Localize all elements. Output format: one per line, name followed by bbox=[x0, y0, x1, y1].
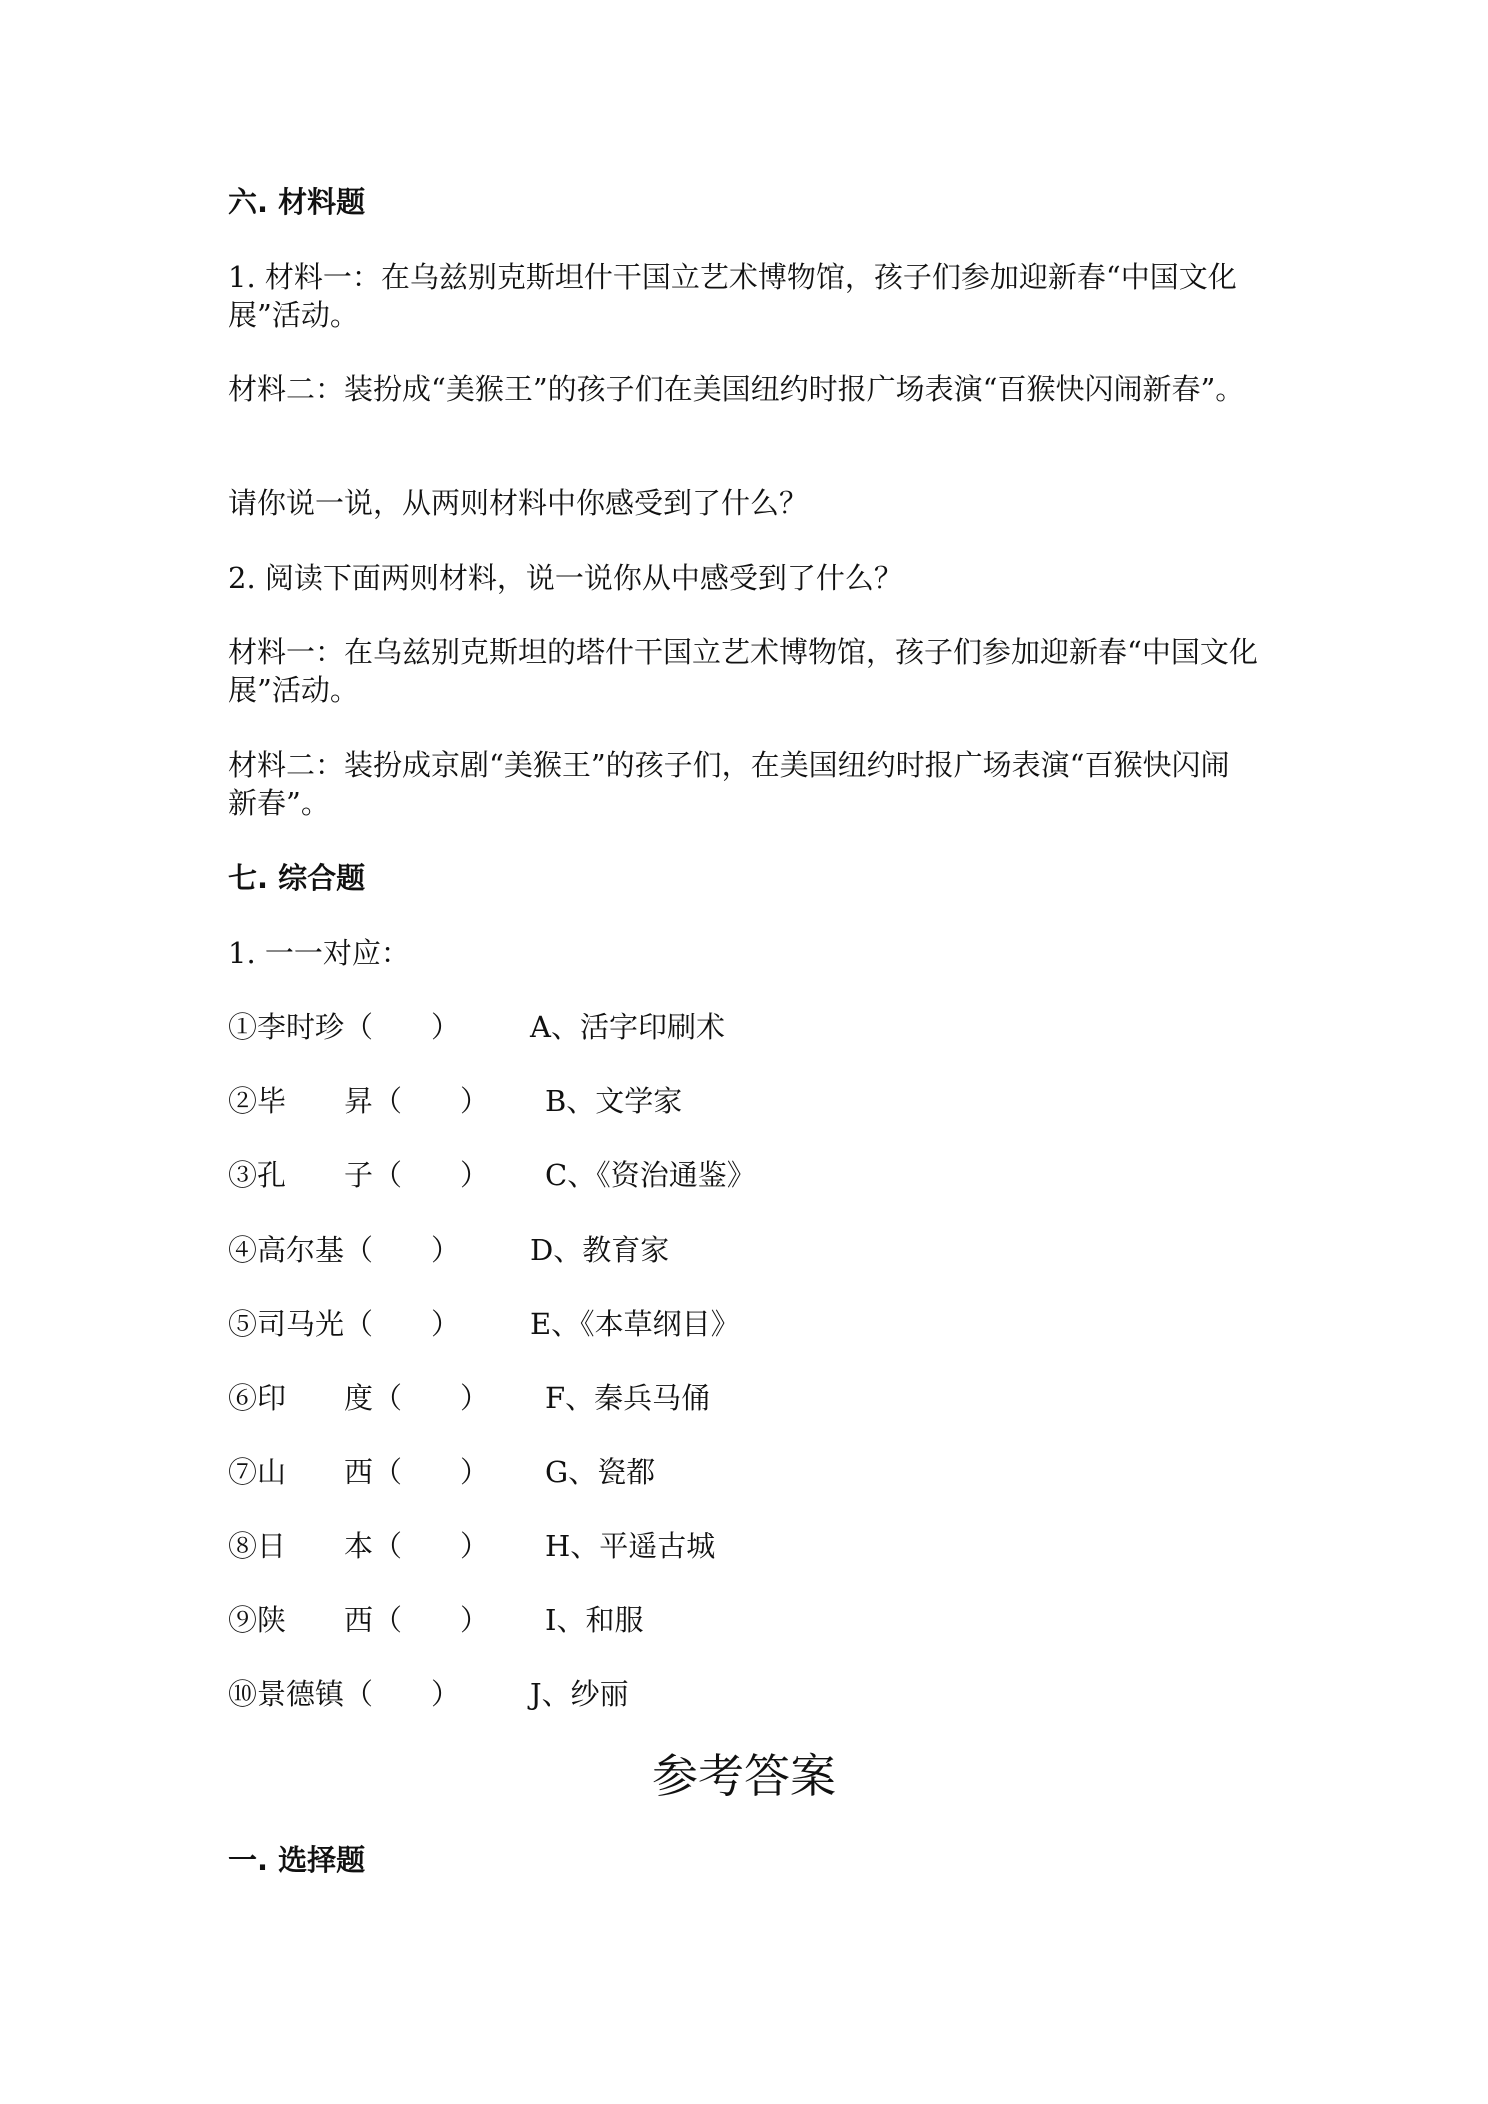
matching-right-item: I、和服 bbox=[545, 1603, 644, 1637]
section-heading-comprehensive: 七. 综合题 bbox=[228, 861, 366, 895]
matching-right-item: B、文学家 bbox=[545, 1084, 683, 1118]
matching-prompt: 1. 一一对应： bbox=[228, 936, 410, 970]
q2-material-two: 材料二：装扮成京剧“美猴王”的孩子们，在美国纽约时报广场表演“百猴快闪闹新春”。 bbox=[228, 748, 1230, 820]
answer-key-title: 参考答案 bbox=[652, 1749, 836, 1803]
q1-material-two: 材料二：装扮成“美猴王”的孩子们在美国纽约时报广场表演“百猴快闪闹新春”。 bbox=[228, 372, 1245, 406]
q2-prompt: 2. 阅读下面两则材料，说一说你从中感受到了什么？ bbox=[228, 561, 903, 595]
matching-left-item: ①李时珍（ ） bbox=[228, 1010, 461, 1044]
matching-right-item: F、秦兵马俑 bbox=[545, 1381, 711, 1415]
matching-right-item: C、《资治通鉴》 bbox=[545, 1158, 756, 1192]
matching-left-item: ⑧日 本（ ） bbox=[228, 1529, 490, 1563]
q1-prompt: 请你说一说，从两则材料中你感受到了什么？ bbox=[228, 486, 809, 520]
matching-left-item: ④高尔基（ ） bbox=[228, 1233, 461, 1267]
matching-right-item: J、纱丽 bbox=[530, 1677, 629, 1711]
q2-material-one: 材料一：在乌兹别克斯坦的塔什干国立艺术博物馆，孩子们参加迎新春“中国文化展”活动。 bbox=[228, 635, 1258, 707]
matching-right-item: A、活字印刷术 bbox=[530, 1010, 725, 1044]
matching-left-item: ⑦山 西（ ） bbox=[228, 1455, 490, 1489]
matching-left-item: ⑥印 度（ ） bbox=[228, 1381, 490, 1415]
matching-left-item: ②毕 昇（ ） bbox=[228, 1084, 490, 1118]
matching-right-item: G、瓷都 bbox=[545, 1455, 656, 1489]
matching-left-item: ⑨陕 西（ ） bbox=[228, 1603, 490, 1637]
q1-material-one: 1. 材料一：在乌兹别克斯坦什干国立艺术博物馆，孩子们参加迎新春“中国文化展”活动。 bbox=[228, 260, 1237, 332]
matching-left-item: ⑩景德镇（ ） bbox=[228, 1677, 461, 1711]
matching-left-item: ⑤司马光（ ） bbox=[228, 1307, 461, 1341]
answer-section-heading-choice: 一. 选择题 bbox=[228, 1843, 366, 1877]
section-heading-material: 六. 材料题 bbox=[228, 185, 366, 219]
matching-left-item: ③孔 子（ ） bbox=[228, 1158, 490, 1192]
matching-right-item: E、《本草纲目》 bbox=[530, 1307, 740, 1341]
matching-right-item: H、平遥古城 bbox=[545, 1529, 716, 1563]
matching-right-item: D、教育家 bbox=[530, 1233, 670, 1267]
